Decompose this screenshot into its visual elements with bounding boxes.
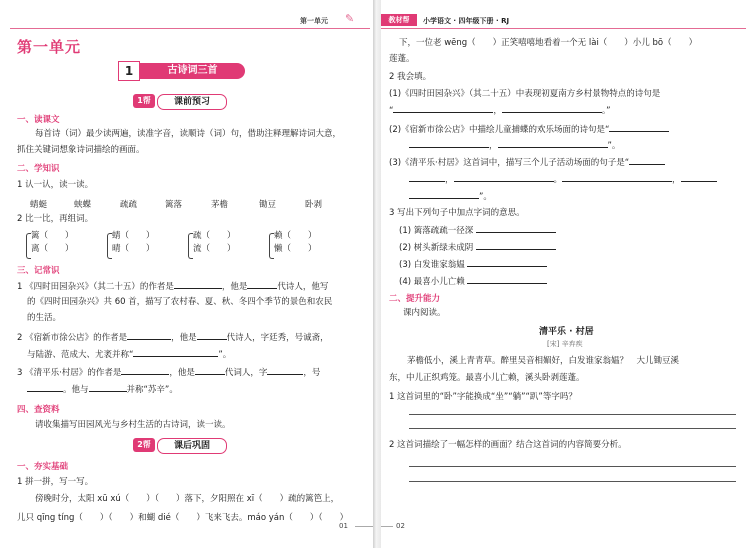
question: 2 比一比，再组词。 — [17, 214, 94, 224]
answer-blank[interactable] — [609, 122, 669, 132]
footer-rule — [355, 526, 373, 527]
text: ”。 — [607, 141, 621, 151]
answer-blank[interactable] — [467, 257, 547, 267]
text: 1 《四时田园杂兴》（其二十五）的作者是 — [17, 282, 174, 292]
pinyin-line: 莲蓬。 — [389, 54, 415, 64]
fill-line — [27, 347, 231, 362]
fill-line — [409, 172, 717, 187]
text: (3)《清平乐·村居》这首词中，描写三个儿子活动场面的句子是“ — [389, 158, 630, 168]
text: (2) 树头新绿未成阴 — [399, 243, 474, 253]
question: 3 写出下列句子中加点字词的意思。 — [389, 208, 525, 218]
band-number: 1帮 — [133, 94, 155, 108]
question: 1 拼一拼，写一写。 — [17, 477, 94, 487]
compare-char: 懒（ ） — [274, 244, 317, 254]
lesson-number: 1 — [118, 61, 140, 81]
text: ， — [672, 175, 681, 185]
section-heading: 四、查资料 — [17, 405, 60, 415]
header-tab: 教材帮 — [381, 14, 417, 26]
compare-char: 离（ ） — [31, 244, 74, 254]
text: ， — [445, 175, 454, 185]
answer-blank[interactable] — [629, 155, 665, 165]
question: 1 认一认，读一读。 — [17, 180, 94, 190]
text: (3) 白发谁家翁媪 — [399, 260, 465, 270]
answer-blank[interactable] — [27, 382, 63, 392]
answer-blank[interactable] — [562, 172, 672, 182]
text: ”。 — [218, 350, 232, 360]
question: 2 我会填。 — [389, 72, 432, 82]
text: “ — [389, 106, 394, 116]
compare-char: 疏（ ） — [193, 231, 236, 241]
answer-blank[interactable] — [121, 365, 169, 375]
lesson-title: 古诗词三首 — [140, 63, 245, 79]
fill-line — [409, 189, 492, 204]
text: ，他是 — [169, 368, 195, 378]
unit-tab: 第一单元 — [300, 17, 328, 25]
text: ，他是 — [171, 333, 197, 343]
compare-char: 赖（ ） — [274, 231, 317, 241]
text: 。他与 — [63, 385, 89, 395]
answer-blank[interactable] — [476, 223, 556, 233]
compare-char: 篱（ ） — [31, 231, 74, 241]
answer-line[interactable] — [409, 414, 736, 415]
text: 并称“苏辛”。 — [126, 385, 178, 395]
text: ， — [493, 106, 502, 116]
fill-line — [389, 122, 669, 137]
text: 代诗人，他写 — [277, 282, 329, 292]
header-rule — [381, 28, 746, 29]
left-page — [0, 0, 373, 548]
paragraph-line: 请收集描写田园风光与乡村生活的古诗词，读一读。 — [35, 420, 231, 430]
unit-title: 第一单元 — [17, 38, 82, 56]
answer-blank[interactable] — [498, 138, 608, 148]
answer-blank[interactable] — [267, 365, 303, 375]
fill-line — [399, 257, 547, 272]
section-heading: 一、夯实基础 — [17, 462, 69, 472]
fill-line — [17, 279, 328, 294]
answer-line[interactable] — [409, 428, 736, 429]
compare-pair — [112, 230, 155, 256]
pinyin-line: 下，一位老 wēng（ ）正笑嘻嘻地看着一个无 lài（ ）小儿 bō（ ） — [399, 38, 698, 48]
book-spine — [373, 0, 381, 548]
text: 。” — [601, 106, 611, 116]
answer-blank[interactable] — [409, 172, 445, 182]
answer-blank[interactable] — [197, 330, 227, 340]
text: 2 《宿新市徐公店》的作者是 — [17, 333, 128, 343]
question: 2 这首词描绘了一幅怎样的画面？结合这首词的内容简要分析。 — [389, 440, 627, 450]
fill-line — [17, 365, 320, 380]
answer-blank[interactable] — [476, 240, 556, 250]
paragraph-line: 课内阅读。 — [403, 308, 446, 318]
vocab-word: 疏疏 — [120, 200, 138, 210]
poem-line: 东，中儿正织鸡笼。最喜小儿亡赖，溪头卧剥莲蓬。 — [389, 373, 585, 383]
text: 代词人，字 — [224, 368, 268, 378]
answer-blank[interactable] — [174, 279, 222, 289]
fill-line — [17, 330, 329, 345]
question: 1 这首词里的“卧”字能换成“坐”“躺”“趴”等字吗？ — [389, 392, 577, 402]
answer-blank[interactable] — [409, 138, 489, 148]
answer-blank[interactable] — [127, 330, 171, 340]
header-rule — [10, 28, 370, 29]
fill-line — [399, 240, 556, 255]
answer-blank[interactable] — [195, 365, 225, 375]
text: 3 《清平乐·村居》的作者是 — [17, 368, 122, 378]
compare-char: 蜻（ ） — [112, 231, 155, 241]
answer-blank[interactable] — [133, 347, 218, 357]
vocab-word: 蛱蝶 — [74, 200, 92, 210]
answer-blank[interactable] — [454, 172, 554, 182]
fill-line: (1)《四时田园杂兴》（其二十五）中表现初夏南方乡村景物特点的诗句是 — [389, 89, 661, 99]
text: (1) 篱落疏疏一径深 — [399, 226, 474, 236]
right-page — [381, 0, 754, 548]
page-number: 01 — [339, 522, 348, 530]
fill-line — [409, 138, 620, 153]
answer-blank[interactable] — [393, 103, 493, 113]
paragraph-line: 抓住关键词想象诗词描绘的画面。 — [17, 145, 145, 155]
answer-blank[interactable] — [502, 103, 602, 113]
answer-blank[interactable] — [681, 172, 717, 182]
text: 代诗人，字廷秀，号诚斋， — [226, 333, 329, 343]
band-title: 课后巩固 — [157, 438, 227, 454]
band-title: 课前预习 — [157, 94, 227, 110]
text: 与陆游、范成大、尤袤并称“ — [27, 350, 134, 360]
answer-line[interactable] — [409, 466, 736, 467]
text: ，号 — [303, 368, 321, 378]
fill-line — [27, 382, 178, 397]
fill-line — [399, 223, 556, 238]
compare-pair — [193, 230, 236, 256]
paragraph-line: 的生活。 — [27, 313, 62, 323]
vocab-word: 茅檐 — [211, 200, 229, 210]
pen-icon: ✎ — [345, 12, 355, 25]
paragraph-line: 的《四时田园杂兴》共 60 首，描写了农村春、夏、秋、冬四个季节的景色和农民 — [27, 297, 333, 307]
answer-blank[interactable] — [89, 382, 127, 392]
compare-char: 流（ ） — [193, 244, 236, 254]
footer-rule — [381, 526, 393, 527]
paragraph-line: 每首诗（词）最少读两遍，读准字音，读顺诗（词）句，借助注释理解诗词大意， — [35, 129, 342, 139]
answer-blank[interactable] — [247, 279, 277, 289]
page-number: 02 — [396, 522, 405, 530]
fill-line — [389, 103, 611, 118]
text: ”。 — [479, 192, 492, 202]
band-number: 2帮 — [133, 438, 155, 452]
text: ，他是 — [221, 282, 248, 292]
section-heading: 一、读课文 — [17, 115, 60, 125]
fill-line — [399, 274, 547, 289]
book-subtitle: 小学语文 · 四年级下册 · RJ — [423, 17, 510, 25]
pinyin-line: 儿只 qīng tíng（ ）（ ）和蝴 dié（ ）飞来飞去。máo yán（ ）（ ） — [17, 513, 349, 523]
compare-char: 晴（ ） — [112, 244, 155, 254]
section-heading: 二、提升能力 — [389, 294, 441, 304]
vocab-word: 锄豆 — [259, 200, 277, 210]
answer-line[interactable] — [409, 481, 736, 482]
text: (4) 最喜小儿亡赖 — [399, 277, 465, 287]
text: 。 — [553, 175, 563, 185]
poem-title: 清平乐 · 村居 — [539, 327, 594, 337]
fill-line — [389, 155, 665, 170]
pinyin-line: 傍晚时分，太阳 xū xú（ ）（ ）落下，夕阳照在 xī（ ）疏的篱笆上， — [35, 494, 340, 504]
text: (2)《宿新市徐公店》中描绘儿童捕蝶的欢乐场面的诗句是“ — [389, 125, 610, 135]
compare-pair — [274, 230, 317, 256]
poem-author: [宋] 辛弃疾 — [547, 340, 583, 348]
section-heading: 二、学知识 — [17, 164, 60, 174]
compare-pair — [31, 230, 74, 256]
vocab-word: 蜻蜓 — [30, 200, 48, 210]
text: ， — [489, 141, 498, 151]
answer-blank[interactable] — [409, 189, 479, 199]
vocab-word: 卧剥 — [305, 200, 323, 210]
section-heading: 三、记常识 — [17, 266, 60, 276]
poem-line: 茅檐低小，溪上青青草。醉里吴音相媚好，白发谁家翁媪？ 大儿锄豆溪 — [407, 356, 680, 366]
answer-blank[interactable] — [467, 274, 547, 284]
vocab-word: 篱落 — [165, 200, 183, 210]
